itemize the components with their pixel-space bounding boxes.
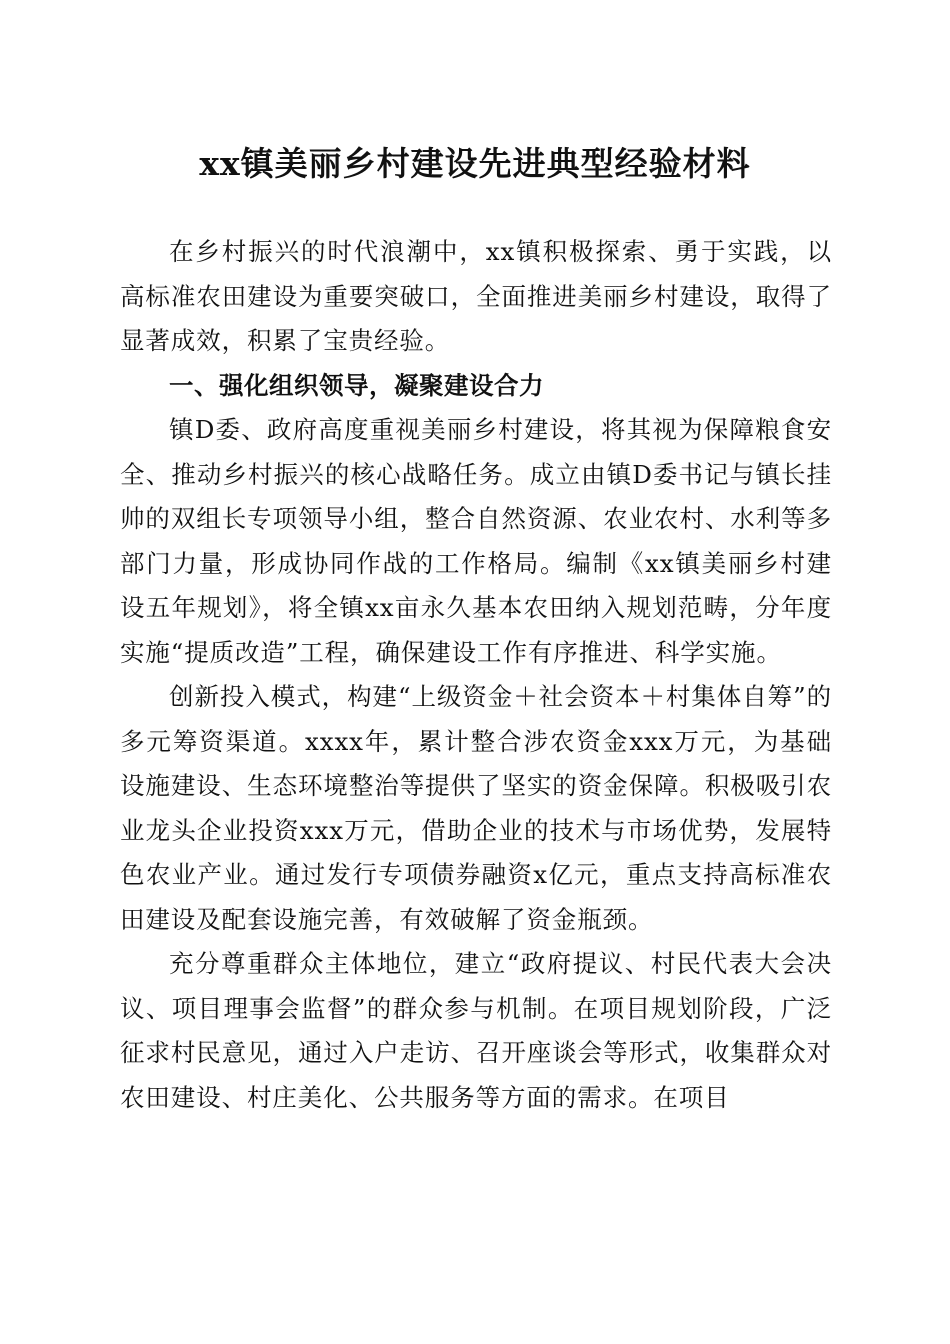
document-body [120,230,832,1120]
document-title: xx镇美丽乡村建设先进典型经验材料 [199,144,751,183]
section-heading-1: 一、强化组织领导，凝聚建设合力 [169,370,544,400]
paragraph-organization: 镇D委、政府高度重视美丽乡村建设，将其视为保障粮食安全、推动乡村振兴的核心战略任务。成立由镇D委书记与镇长挂帅的双组长专项领导小组，整合自然资源、农业农村、水利等多部门力量，形成协同作战的工作格局。编制《xx镇美丽乡村建设五年规划》，将全镇xx亩永久基本农田纳入规划范畴，分年度实施“提质改造”工程，确保建设工作有序推进、科学实施。 [120,415,832,667]
paragraph-intro: 在乡村振兴的时代浪潮中，xx镇积极探索、勇于实践，以高标准农田建设为重要突破口，全面推进美丽乡村建设，取得了显著成效，积累了宝贵经验。 [120,237,832,355]
paragraph-funding: 创新投入模式，构建“上级资金＋社会资本＋村集体自筹”的多元筹资渠道。xxxx年，累计整合涉农资金xxx万元，为基础设施建设、生态环境整治等提供了坚实的资金保障。积极吸引农业龙头企业投资xxx万元，借助企业的技术与市场优势，发展特色农业产业。通过发行专项债券融资x亿元，重点支持高标准农田建设及配套设施完善，有效破解了资金瓶颈。 [120,682,832,934]
paragraph-participation: 充分尊重群众主体地位，建立“政府提议、村民代表大会决议、项目理事会监督”的群众参与机制。在项目规划阶段，广泛征求村民意见，通过入户走访、召开座谈会等形式，收集群众对农田建设、村庄美化、公共服务等方面的需求。在项目 [120,949,832,1112]
